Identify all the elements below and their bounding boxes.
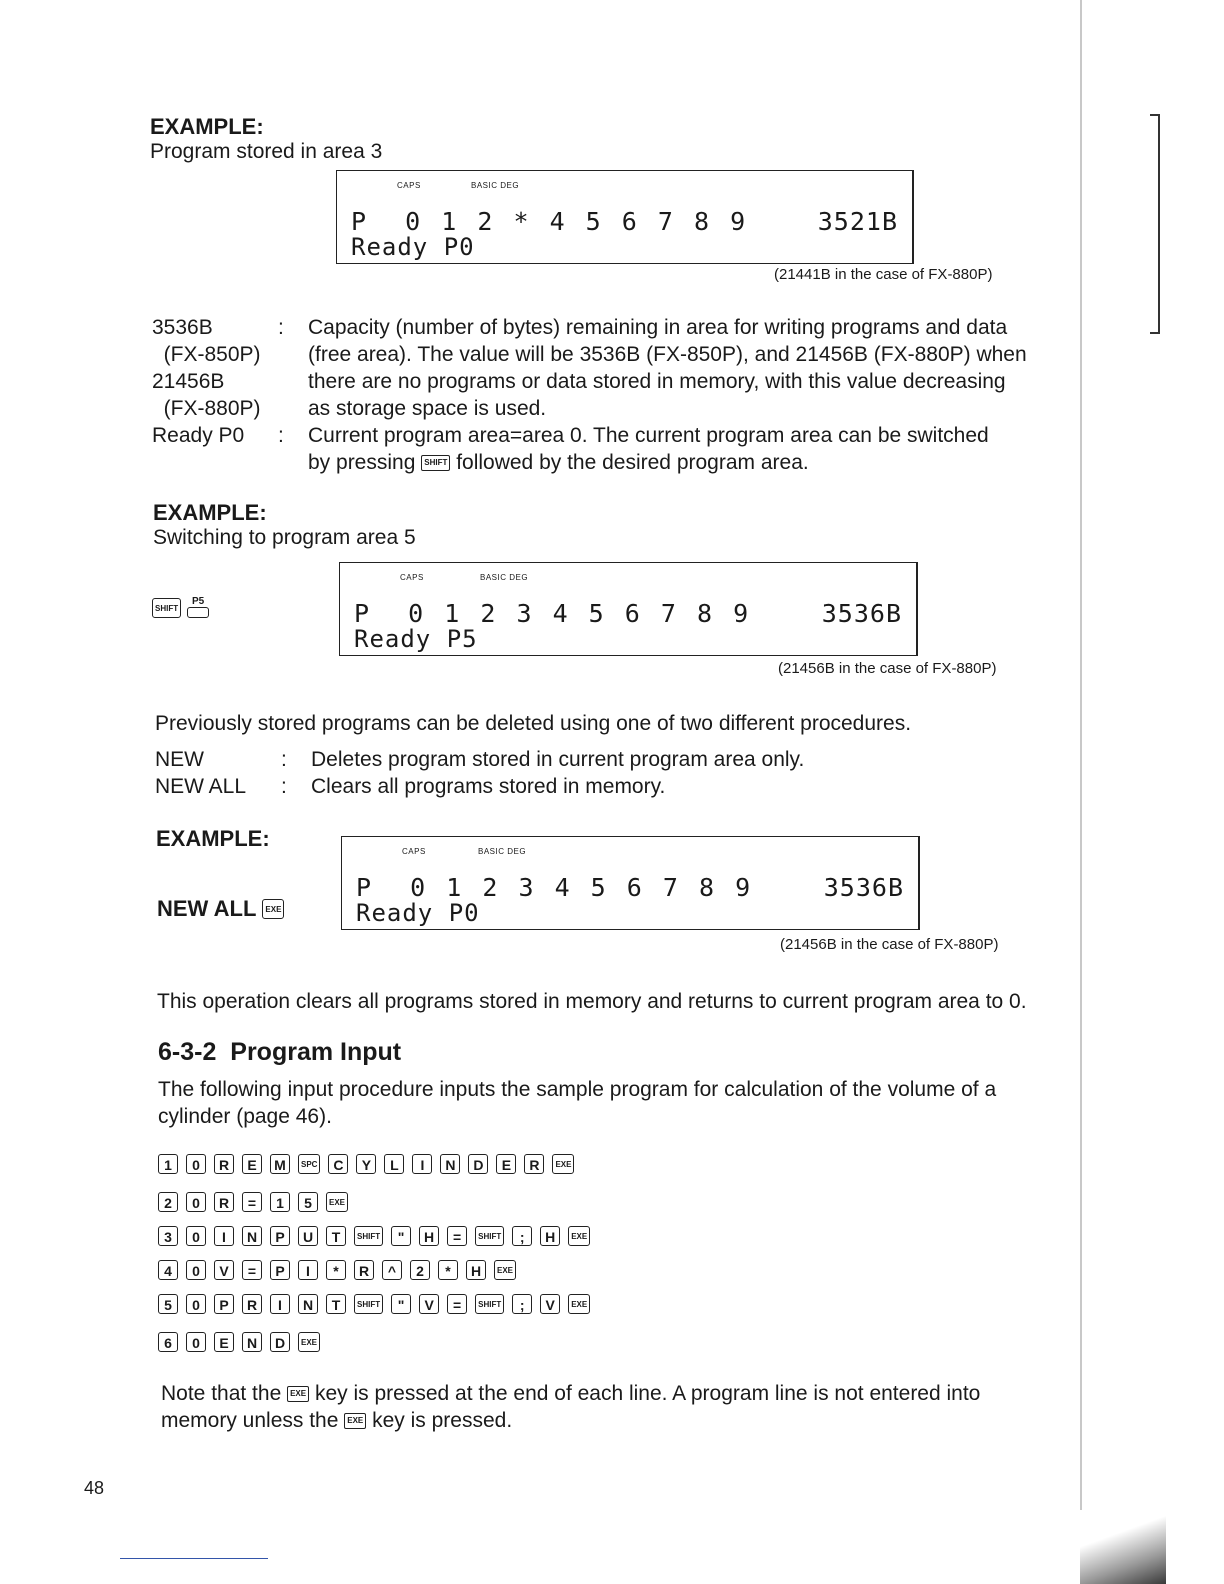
page-number: 48 bbox=[84, 1478, 105, 1498]
l-key: L bbox=[384, 1154, 404, 1174]
lcd-line-2: Ready P0 bbox=[356, 899, 480, 927]
lcd-display-1 bbox=[336, 170, 914, 264]
r-key: R bbox=[214, 1192, 234, 1212]
shift-key: SHIFT bbox=[475, 1294, 504, 1314]
example-1-title: EXAMPLE: bbox=[150, 114, 264, 139]
shift-key: SHIFT bbox=[475, 1226, 504, 1246]
shift-key-icon: SHIFT bbox=[152, 598, 181, 618]
t-key: T bbox=[326, 1294, 346, 1314]
shift-key-icon: SHIFT bbox=[421, 455, 450, 471]
def-colon: : bbox=[281, 748, 287, 771]
def-desc: as storage space is used. bbox=[308, 397, 547, 420]
r-key: R bbox=[524, 1154, 544, 1174]
v-key: V bbox=[540, 1294, 560, 1314]
d-key: D bbox=[270, 1332, 290, 1352]
example-1-note: (21441B in the case of FX-880P) bbox=[774, 266, 993, 283]
0-key: 0 bbox=[186, 1154, 206, 1174]
5-key: 5 bbox=[298, 1192, 318, 1212]
quote-key: " bbox=[391, 1294, 411, 1314]
bottom-rule bbox=[120, 1558, 268, 1559]
deletion-desc: Deletes program stored in current program area only. bbox=[311, 748, 805, 771]
i-key: I bbox=[214, 1226, 234, 1246]
lcd-display-3 bbox=[341, 836, 920, 930]
example-2-caption: Switching to program area 5 bbox=[153, 526, 416, 549]
exe-key: EXE bbox=[298, 1332, 320, 1352]
semicolon-key: ; bbox=[512, 1226, 532, 1246]
6-key: 6 bbox=[158, 1332, 178, 1352]
d-key: D bbox=[468, 1154, 488, 1174]
n-key: N bbox=[440, 1154, 460, 1174]
e-key: E bbox=[214, 1332, 234, 1352]
p5-key: P5 bbox=[187, 596, 209, 618]
0-key: 0 bbox=[186, 1294, 206, 1314]
exe-key-icon: EXE bbox=[287, 1386, 309, 1402]
lcd-capacity: 3536B bbox=[821, 599, 902, 628]
exe-key: EXE bbox=[552, 1154, 574, 1174]
example-2-note: (21456B in the case of FX-880P) bbox=[778, 660, 997, 677]
exe-key: EXE bbox=[568, 1226, 590, 1246]
key-row bbox=[158, 1226, 590, 1246]
exe-key-icon: EXE bbox=[344, 1413, 366, 1429]
equals-key: = bbox=[447, 1294, 467, 1314]
p-key: P bbox=[214, 1294, 234, 1314]
deletion-intro: Previously stored programs can be deleted using one of two different procedures. bbox=[155, 712, 912, 735]
lcd-line-2: Ready P5 bbox=[354, 625, 478, 653]
multiply-key: * bbox=[438, 1260, 458, 1280]
3-key: 3 bbox=[158, 1226, 178, 1246]
scan-margin bbox=[1080, 0, 1224, 1584]
v-key: V bbox=[419, 1294, 439, 1314]
new-all-keys bbox=[157, 896, 284, 922]
lcd-line-2: Ready P0 bbox=[351, 233, 475, 261]
equals-key: = bbox=[242, 1192, 262, 1212]
deletion-term: NEW bbox=[155, 748, 204, 771]
n-key: N bbox=[298, 1294, 318, 1314]
m-key: M bbox=[270, 1154, 290, 1174]
definition-list bbox=[152, 314, 1038, 476]
def-term: 3536B bbox=[152, 316, 213, 339]
def-desc: there are no programs or data stored in memory, with this value decreasing bbox=[308, 370, 1006, 393]
key-row bbox=[158, 1154, 574, 1174]
r-key: R bbox=[242, 1294, 262, 1314]
def-colon: : bbox=[281, 775, 287, 798]
2-key: 2 bbox=[410, 1260, 430, 1280]
lcd-display-2 bbox=[339, 562, 918, 656]
lcd-line-1: P 0 1 2 3 4 5 6 7 8 9 bbox=[354, 599, 752, 628]
deletion-term: NEW ALL bbox=[155, 775, 247, 798]
key-row bbox=[158, 1260, 516, 1280]
mode-indicator: BASIC DEG bbox=[480, 573, 529, 582]
deletion-desc: Clears all programs stored in memory. bbox=[311, 775, 666, 798]
new-all-label: NEW ALL bbox=[157, 896, 257, 921]
h-key: H bbox=[419, 1226, 439, 1246]
key-sequence-p5 bbox=[152, 596, 209, 618]
5-key: 5 bbox=[158, 1294, 178, 1314]
lcd-capacity: 3536B bbox=[823, 873, 904, 902]
exe-key-icon: EXE bbox=[262, 899, 284, 919]
0-key: 0 bbox=[186, 1192, 206, 1212]
def-colon: : bbox=[278, 424, 284, 447]
example-2-title: EXAMPLE: bbox=[153, 500, 267, 525]
def-desc: Current program area=area 0. The current program area can be switched bbox=[308, 424, 989, 447]
mode-indicator: BASIC DEG bbox=[471, 181, 520, 190]
i-key: I bbox=[412, 1154, 432, 1174]
example-3-note: (21456B in the case of FX-880P) bbox=[780, 936, 999, 953]
mode-indicator: BASIC DEG bbox=[478, 847, 527, 856]
lcd-capacity: 3521B bbox=[817, 207, 898, 236]
multiply-key: * bbox=[326, 1260, 346, 1280]
def-term: (FX-880P) bbox=[152, 397, 261, 420]
h-key: H bbox=[466, 1260, 486, 1280]
n-key: N bbox=[242, 1226, 262, 1246]
i-key: I bbox=[270, 1294, 290, 1314]
0-key: 0 bbox=[186, 1226, 206, 1246]
equals-key: = bbox=[447, 1226, 467, 1246]
shift-key: SHIFT bbox=[354, 1294, 383, 1314]
v-key: V bbox=[214, 1260, 234, 1280]
lcd-line-1: P 0 1 2 * 4 5 6 7 8 9 bbox=[351, 207, 749, 236]
caret-key: ^ bbox=[382, 1260, 402, 1280]
def-term: 21456B bbox=[152, 370, 225, 393]
section-intro: The following input procedure inputs the sample program for calculation of the volume of a cylinder (page 46). bbox=[158, 1078, 997, 1128]
def-desc: (free area). The value will be 3536B (FX-850P), and 21456B (FX-880P) when bbox=[308, 343, 1027, 366]
0-key: 0 bbox=[186, 1260, 206, 1280]
r-key: R bbox=[354, 1260, 374, 1280]
equals-key: = bbox=[242, 1260, 262, 1280]
p-key: P bbox=[270, 1260, 290, 1280]
n-key: N bbox=[242, 1332, 262, 1352]
caps-indicator: CAPS bbox=[402, 847, 426, 856]
e-key: E bbox=[496, 1154, 516, 1174]
4-key: 4 bbox=[158, 1260, 178, 1280]
key-row bbox=[158, 1332, 320, 1352]
exe-key: EXE bbox=[326, 1192, 348, 1212]
def-colon: : bbox=[278, 316, 284, 339]
h-key: H bbox=[540, 1226, 560, 1246]
section-number: 6-3-2 bbox=[158, 1038, 217, 1066]
caps-indicator: CAPS bbox=[397, 181, 421, 190]
new-all-note: This operation clears all programs stored in memory and returns to current program area to 0. bbox=[157, 990, 1027, 1013]
example-1-caption: Program stored in area 3 bbox=[150, 140, 383, 163]
deletion-list bbox=[155, 746, 1041, 800]
caps-indicator: CAPS bbox=[400, 573, 424, 582]
1-key: 1 bbox=[158, 1154, 178, 1174]
2-key: 2 bbox=[158, 1192, 178, 1212]
y-key: Y bbox=[356, 1154, 376, 1174]
exe-key: EXE bbox=[494, 1260, 516, 1280]
t-key: T bbox=[326, 1226, 346, 1246]
exe-key: EXE bbox=[568, 1294, 590, 1314]
section-heading bbox=[158, 1038, 401, 1067]
def-term: (FX-850P) bbox=[152, 343, 261, 366]
r-key: R bbox=[214, 1154, 234, 1174]
space-key: SPC bbox=[298, 1154, 320, 1174]
c-key: C bbox=[328, 1154, 348, 1174]
shift-key: SHIFT bbox=[354, 1226, 383, 1246]
final-note: Note that the EXE key is pressed at the end of each line. A program line is not entered into memory unless the EXE key is pressed. bbox=[161, 1382, 981, 1432]
i-key: I bbox=[298, 1260, 318, 1280]
key-row bbox=[158, 1294, 590, 1314]
example-3-title: EXAMPLE: bbox=[156, 826, 270, 851]
quote-key: " bbox=[391, 1226, 411, 1246]
key-row bbox=[158, 1192, 348, 1212]
section-title: Program Input bbox=[230, 1038, 402, 1066]
u-key: U bbox=[298, 1226, 318, 1246]
def-term: Ready P0 bbox=[152, 424, 245, 447]
e-key: E bbox=[242, 1154, 262, 1174]
0-key: 0 bbox=[186, 1332, 206, 1352]
def-desc: Capacity (number of bytes) remaining in area for writing programs and data bbox=[308, 316, 1008, 339]
lcd-line-1: P 0 1 2 3 4 5 6 7 8 9 bbox=[356, 873, 754, 902]
semicolon-key: ; bbox=[512, 1294, 532, 1314]
p-key: P bbox=[270, 1226, 290, 1246]
1-key: 1 bbox=[270, 1192, 290, 1212]
def-desc-last: by pressing SHIFT followed by the desired program area. bbox=[308, 451, 809, 474]
